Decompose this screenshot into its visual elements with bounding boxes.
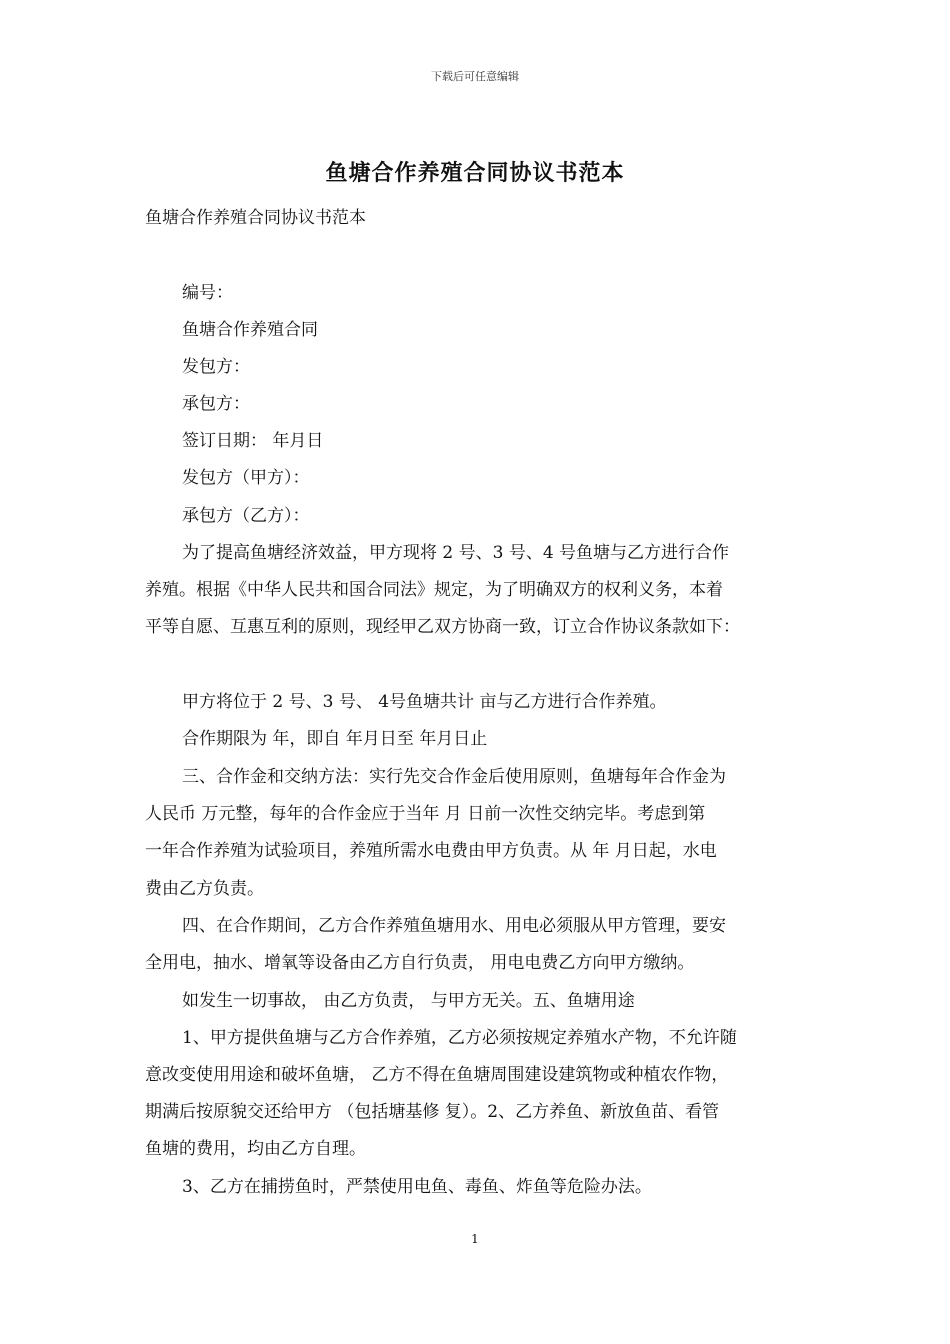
text-line: 期满后按原貌交还给甲方 （包括塘基修 复）。2、乙方养鱼、新放鱼苗、看管 [145,1102,720,1122]
text-line: 为了提高鱼塘经济效益，甲方现将 2 号、3 号、4 号鱼塘与乙方进行合作 [182,543,730,563]
text-line: 人民币 万元整，每年的合作金应于当年 月 日前一次性交纳完毕。考虑到第 [145,804,706,824]
text-line: 如发生一切事故， 由乙方负责， 与甲方无关。五、鱼塘用途 [182,991,635,1011]
text-line: 养殖。根据《中华人民共和国合同法》规定，为了明确双方的权利义务，本着 [145,580,723,600]
text-line: 编号： [182,283,233,303]
text-line: 一年合作养殖为试验项目，养殖所需水电费由甲方负责。从 年 月日起，水电 [145,841,717,861]
text-line: 发包方（甲方）： [182,468,310,488]
text-line: 承包方（乙方）： [182,506,310,526]
text-line: 鱼塘合作养殖合同 [182,320,318,340]
text-line: 费由乙方负责。 [145,879,264,899]
text-line: 意改变使用用途和破坏鱼塘， 乙方不得在鱼塘周围建设建筑物或种植农作物， [145,1065,729,1085]
text-line: 鱼塘的费用，均由乙方自理。 [145,1139,366,1159]
document-title: 鱼塘合作养殖合同协议书范本 [325,160,625,186]
text-line: 三、合作金和交纳方法：实行先交合作金后使用原则，鱼塘每年合作金为 [182,767,726,787]
text-line: 甲方将位于 2 号、3 号、 4号鱼塘共计 亩与乙方进行合作养殖。 [182,692,667,712]
text-line: 四、在合作期间，乙方合作养殖鱼塘用水、用电必须服从甲方管理，要安 [182,916,726,936]
text-line: 承包方： [182,394,250,414]
text-line: 发包方： [182,357,250,377]
text-line: 1、甲方提供鱼塘与乙方合作养殖，乙方必须按规定养殖水产物，不允许随 [182,1028,737,1048]
text-line: 3、乙方在捕捞鱼时，严禁使用电鱼、毒鱼、炸鱼等危险办法。 [182,1177,652,1197]
subtitle-line: 鱼塘合作养殖合同协议书范本 [145,208,366,228]
text-line: 平等自愿、互惠互利的原则，现经甲乙双方协商一致，订立合作协议条款如下： [145,617,740,637]
page-number: 1 [471,1232,479,1246]
page-header: 下载后可任意编辑 [431,70,519,83]
text-line: 签订日期： 年月日 [182,431,324,451]
text-line: 合作期限为 年，即自 年月日至 年月日止 [182,729,488,749]
text-line: 全用电，抽水、增氧等设备由乙方自行负责， 用电电费乙方向甲方缴纳。 [145,953,695,973]
